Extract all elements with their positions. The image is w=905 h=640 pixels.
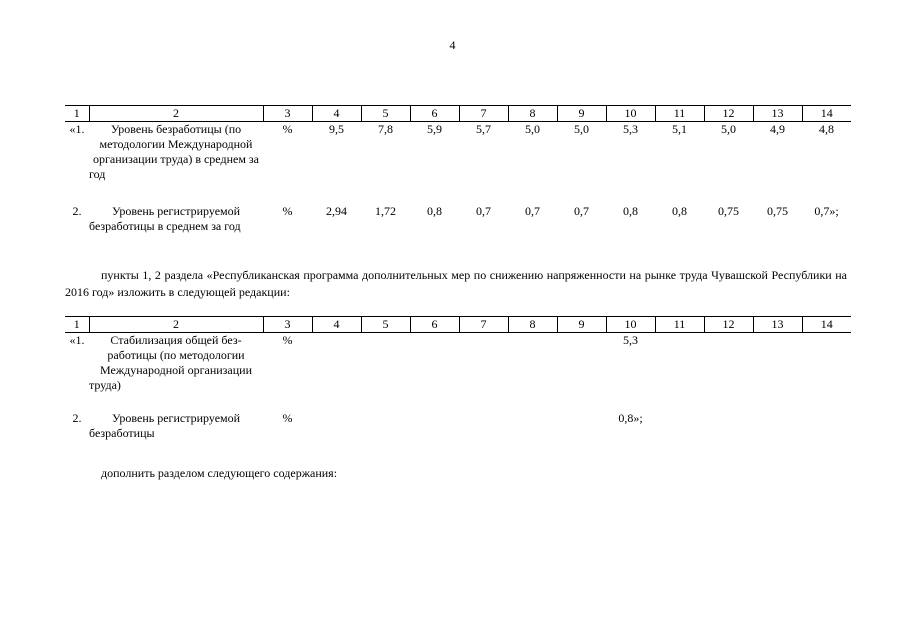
value-cell [704, 411, 753, 441]
unit-cell: % [282, 411, 293, 425]
indicator-name: Стабилизация общей безработицы (по методологии Международной организации труда) [89, 333, 252, 392]
indicator-name: Уровень регистрируемой безработицы [89, 411, 241, 440]
column-header: 9 [557, 106, 606, 122]
column-header: 1 [65, 106, 89, 122]
table-row [65, 204, 851, 234]
table-row [65, 411, 851, 441]
column-header: 2 [89, 317, 263, 333]
column-header: 13 [753, 106, 802, 122]
value-cell: 2,94 [326, 204, 347, 218]
value-cell: 0,7»; [814, 204, 839, 218]
table-header-row [65, 317, 851, 333]
column-header: 14 [802, 317, 851, 333]
indicator-name: Уровень регистрируемой безработицы в среднем за год [89, 204, 241, 233]
value-cell: 5,3 [623, 333, 638, 347]
value-cell [655, 333, 704, 412]
column-header: 6 [410, 106, 459, 122]
value-cell [557, 333, 606, 412]
value-cell: 5,0 [721, 122, 736, 136]
value-cell: 0,75 [767, 204, 788, 218]
column-header: 11 [655, 317, 704, 333]
column-header: 3 [263, 106, 312, 122]
unit-cell: % [282, 122, 293, 136]
paragraph-add-section: дополнить разделом следующего содержания: [101, 466, 338, 480]
column-header: 11 [655, 106, 704, 122]
column-header: 9 [557, 317, 606, 333]
value-cell: 5,9 [427, 122, 442, 136]
value-cell [508, 333, 557, 412]
value-cell: 9,5 [329, 122, 344, 136]
value-cell: 0,7 [574, 204, 589, 218]
row-number: «1. [69, 333, 85, 347]
value-cell [655, 411, 704, 441]
value-cell: 0,7 [476, 204, 491, 218]
value-cell: 0,8 [623, 204, 638, 218]
value-cell [802, 411, 851, 441]
column-header: 8 [508, 106, 557, 122]
value-cell: 0,7 [525, 204, 540, 218]
value-cell [361, 333, 410, 412]
column-header: 7 [459, 317, 508, 333]
value-cell [312, 333, 361, 412]
row-number: 2. [72, 411, 82, 425]
value-cell: 0,8 [672, 204, 687, 218]
column-header: 10 [606, 106, 655, 122]
indicator-name: Уровень безработицы (по методологии Международной организации труда) в среднем за год [89, 122, 259, 181]
value-cell: 5,1 [672, 122, 687, 136]
value-cell: 4,9 [770, 122, 785, 136]
row-number: «1. [69, 122, 85, 136]
column-header: 14 [802, 106, 851, 122]
unit-cell: % [282, 204, 293, 218]
value-cell: 0,75 [718, 204, 739, 218]
column-header: 2 [89, 106, 263, 122]
value-cell [753, 333, 802, 412]
value-cell [802, 333, 851, 412]
value-cell: 5,3 [623, 122, 638, 136]
column-header: 13 [753, 317, 802, 333]
table-row [65, 122, 851, 205]
column-header: 4 [312, 106, 361, 122]
indicators-table-1 [65, 105, 851, 234]
column-header: 5 [361, 106, 410, 122]
paragraph-programme-items: пункты 1, 2 раздела «Республиканская программа дополнительных мер по снижению напряженности на рынке труда Чувашской Республики на 2016 год» изложить в следующей редакции: [65, 268, 847, 299]
value-cell [704, 333, 753, 412]
value-cell [459, 411, 508, 441]
value-cell [508, 411, 557, 441]
value-cell: 5,0 [574, 122, 589, 136]
table-header-row [65, 106, 851, 122]
column-header: 7 [459, 106, 508, 122]
column-header: 1 [65, 317, 89, 333]
value-cell: 4,8 [819, 122, 834, 136]
column-header: 4 [312, 317, 361, 333]
column-header: 10 [606, 317, 655, 333]
value-cell: 0,8 [427, 204, 442, 218]
unit-cell: % [282, 333, 293, 347]
indicators-table-2 [65, 316, 851, 441]
column-header: 3 [263, 317, 312, 333]
value-cell [410, 411, 459, 441]
column-header: 8 [508, 317, 557, 333]
column-header: 6 [410, 317, 459, 333]
column-header: 12 [704, 106, 753, 122]
value-cell [410, 333, 459, 412]
value-cell: 1,72 [375, 204, 396, 218]
value-cell [459, 333, 508, 412]
value-cell [312, 411, 361, 441]
value-cell: 5,0 [525, 122, 540, 136]
column-header: 5 [361, 317, 410, 333]
value-cell [557, 411, 606, 441]
value-cell: 5,7 [476, 122, 491, 136]
column-header: 12 [704, 317, 753, 333]
value-cell: 7,8 [378, 122, 393, 136]
row-number: 2. [72, 204, 82, 218]
value-cell [361, 411, 410, 441]
value-cell: 0,8»; [618, 411, 643, 425]
value-cell [753, 411, 802, 441]
page-number: 4 [449, 38, 456, 52]
table-row [65, 333, 851, 412]
